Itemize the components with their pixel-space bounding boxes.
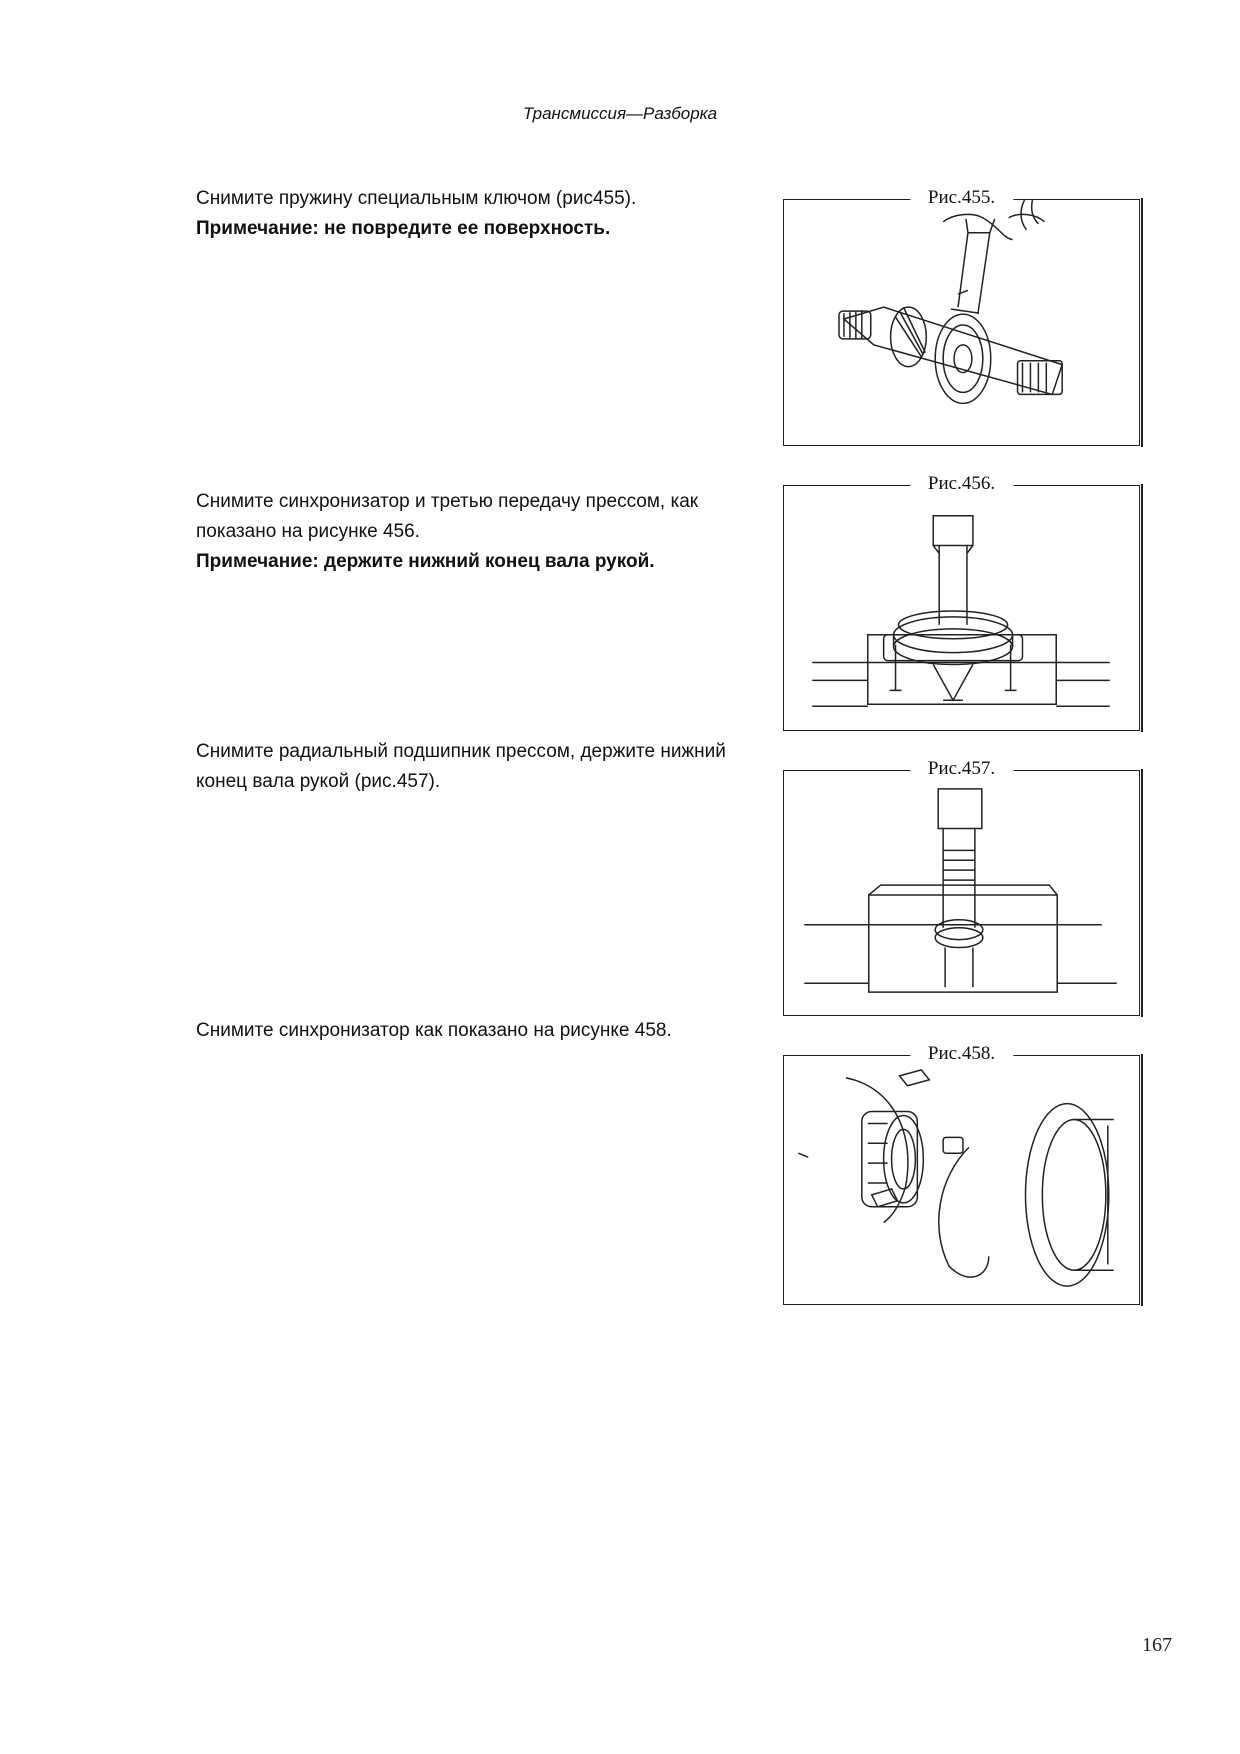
press-removing-bearing-icon <box>784 771 1139 1015</box>
snap-ring-pliers-on-shaft-icon <box>784 200 1139 445</box>
step-1-text: Снимите пружину специальным ключом (рис455). <box>196 188 637 209</box>
step-3 <box>196 737 736 797</box>
step-2-text: Снимите синхронизатор и третью передачу прессом, как показано на рисунке 456. <box>196 491 699 542</box>
figure-455 <box>783 187 1140 446</box>
figure-457 <box>783 758 1140 1016</box>
figure-458-caption: Рис.458. <box>910 1043 1013 1065</box>
press-removing-synchronizer-icon <box>784 486 1139 730</box>
figure-456-caption: Рис.456. <box>910 473 1013 495</box>
step-2-note: Примечание: держите нижний конец вала рукой. <box>196 551 655 572</box>
figure-458 <box>783 1043 1140 1305</box>
figure-455-caption: Рис.455. <box>910 187 1013 209</box>
figure-457-caption: Рис.457. <box>910 758 1013 780</box>
page-number: 167 <box>1142 1634 1172 1656</box>
figure-456 <box>783 473 1140 731</box>
step-3-text: Снимите радиальный подшипник прессом, держите нижний конец вала рукой (рис.457). <box>196 741 726 792</box>
step-4 <box>196 1016 736 1046</box>
synchronizer-exploded-view-icon <box>784 1056 1139 1304</box>
step-4-text: Снимите синхронизатор как показано на рисунке 458. <box>196 1020 672 1041</box>
step-1 <box>196 184 736 244</box>
running-header: Трансмиссия—Разборка <box>522 104 718 123</box>
step-1-note: Примечание: не повредите ее поверхность. <box>196 218 611 239</box>
step-2 <box>196 487 736 577</box>
